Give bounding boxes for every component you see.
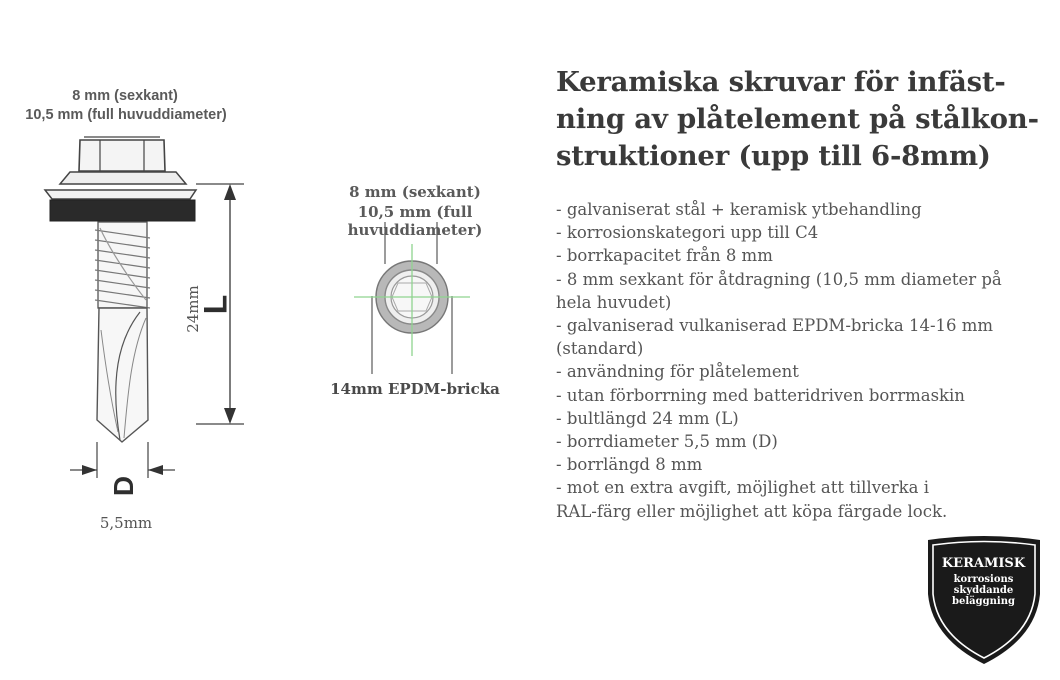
feature-line: - korrosionskategori upp till C4 bbox=[556, 223, 819, 243]
title-line: Keramiska skruvar för infäst- bbox=[556, 66, 1006, 98]
badge-line: korrosions bbox=[953, 574, 1014, 585]
title-line: struktioner (upp till 6-8mm) bbox=[556, 140, 991, 172]
feature-line: - mot en extra avgift, möjlighet att tillverka i bbox=[556, 478, 930, 498]
title-line: ning av plåtelement på stålkon- bbox=[556, 103, 1039, 135]
feature-line: - användning för plåtelement bbox=[556, 362, 799, 382]
threaded-shank bbox=[98, 222, 147, 308]
diameter-symbol: D bbox=[108, 475, 139, 497]
metal-washer bbox=[45, 190, 196, 199]
feature-line: - borrdiameter 5,5 mm (D) bbox=[556, 432, 778, 452]
badge-line: skyddande bbox=[953, 585, 1014, 596]
washer-label: 14mm EPDM-bricka bbox=[330, 380, 500, 398]
top-view-diameter-label: 10,5 mm (full huvuddiameter) bbox=[347, 203, 483, 239]
length-value-label: 24mm bbox=[184, 285, 202, 333]
feature-line: (standard) bbox=[556, 339, 644, 359]
feature-line: - borrkapacitet från 8 mm bbox=[556, 246, 773, 266]
head-hex-label: 8 mm (sexkant) bbox=[72, 88, 178, 104]
length-symbol: L bbox=[197, 294, 234, 315]
head-diameter-label: 10,5 mm (full huvuddiameter) bbox=[25, 107, 227, 123]
feature-list bbox=[556, 198, 1046, 523]
badge-title: KERAMISK bbox=[941, 556, 1026, 571]
flange bbox=[60, 172, 186, 184]
screw-top-view bbox=[354, 222, 470, 374]
feature-line: - galvaniserat stål + keramisk ytbehandling bbox=[556, 200, 922, 219]
top-view-hex-label: 8 mm (sexkant) bbox=[349, 183, 481, 201]
hex-head bbox=[79, 140, 165, 171]
feature-line: - borrlängd 8 mm bbox=[556, 455, 703, 475]
feature-line: - 8 mm sexkant för åtdragning (10,5 mm diameter på bbox=[556, 269, 1002, 289]
feature-line: hela huvudet) bbox=[556, 292, 672, 312]
feature-line: RAL-färg eller möjlighet att köpa färgade lock. bbox=[556, 501, 948, 521]
feature-line: - bultlängd 24 mm (L) bbox=[556, 408, 739, 428]
drill-tip bbox=[97, 308, 148, 442]
page-title bbox=[556, 64, 1046, 175]
feature-line: - galvaniserad vulkaniserad EPDM-bricka 14-16 mm bbox=[556, 316, 994, 336]
diameter-value-label: 5,5mm bbox=[99, 514, 153, 532]
badge-line: beläggning bbox=[952, 596, 1015, 607]
epdm-washer bbox=[50, 200, 195, 221]
feature-line: - utan förborrning med batteridriven borrmaskin bbox=[556, 385, 965, 405]
